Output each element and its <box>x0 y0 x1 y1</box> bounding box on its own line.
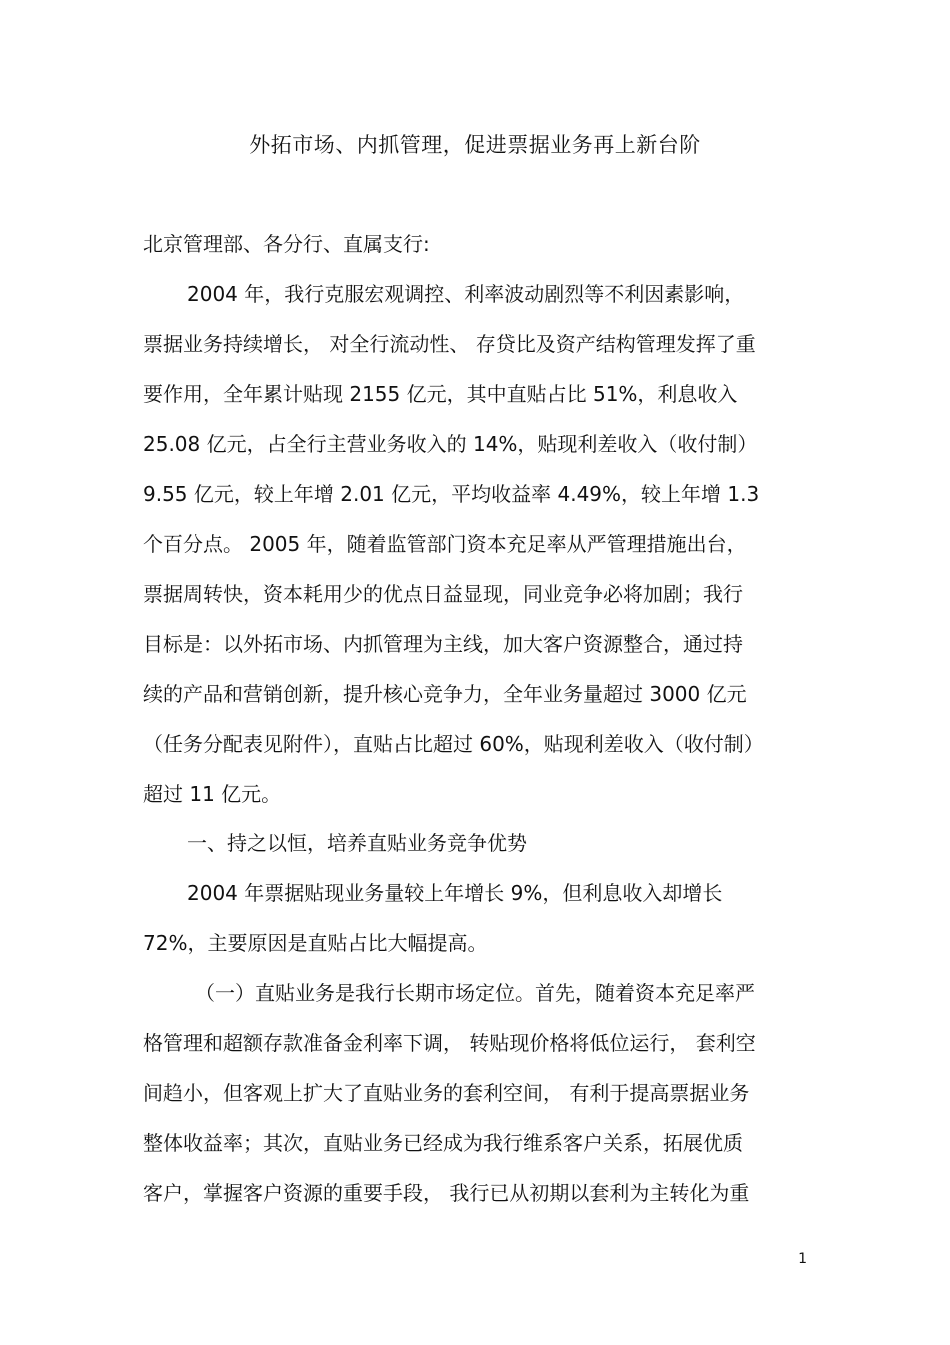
paragraph-line: 客户，掌握客户资源的重要手段， 我行已从初期以套利为主转化为重 <box>143 1181 750 1205</box>
paragraph-line: 要作用，全年累计贴现 2155 亿元，其中直贴占比 51%，利息收入 <box>143 382 738 406</box>
paragraph-line: 2004 年票据贴现业务量较上年增长 9%，但利息收入却增长 <box>187 881 723 905</box>
paragraph-line: 超过 11 亿元。 <box>143 782 282 806</box>
paragraph-line: （任务分配表见附件），直贴占比超过 60%，贴现利差收入（收付制） <box>143 732 764 756</box>
addressee-line: 北京管理部、各分行、直属支行: <box>143 232 430 256</box>
paragraph-line: 间趋小，但客观上扩大了直贴业务的套利空间， 有利于提高票据业务 <box>143 1081 750 1105</box>
paragraph-line: 目标是：以外拓市场、内抓管理为主线，加大客户资源整合，通过持 <box>143 632 743 656</box>
paragraph-line: 整体收益率；其次，直贴业务已经成为我行维系客户关系，拓展优质 <box>143 1131 743 1155</box>
paragraph-line: 2004 年，我行克服宏观调控、利率波动剧烈等不利因素影响， <box>187 282 745 306</box>
paragraph-line: 9.55 亿元，较上年增 2.01 亿元，平均收益率 4.49%，较上年增 1.3 <box>143 482 760 506</box>
paragraph-line: 25.08 亿元，占全行主营业务收入的 14%，贴现利差收入（收付制） <box>143 432 758 456</box>
subsection-line: （一）直贴业务是我行长期市场定位。首先，随着资本充足率严 <box>195 981 755 1005</box>
section-heading: 一、持之以恒，培养直贴业务竞争优势 <box>187 831 527 855</box>
paragraph-line: 72%，主要原因是直贴占比大幅提高。 <box>143 931 488 955</box>
paragraph-line: 格管理和超额存款准备金利率下调， 转贴现价格将低位运行， 套利空 <box>143 1031 756 1055</box>
paragraph-line: 票据周转快，资本耗用少的优点日益显现，同业竞争必将加剧；我行 <box>143 582 743 606</box>
document-title: 外拓市场、内抓管理，促进票据业务再上新台阶 <box>249 133 701 157</box>
paragraph-line: 续的产品和营销创新，提升核心竞争力，全年业务量超过 3000 亿元 <box>143 682 747 706</box>
paragraph-line: 个百分点。 2005 年，随着监管部门资本充足率从严管理措施出台， <box>143 532 747 556</box>
page-number: 1 <box>798 1251 807 1267</box>
paragraph-line: 票据业务持续增长， 对全行流动性、 存贷比及资产结构管理发挥了重 <box>143 332 756 356</box>
